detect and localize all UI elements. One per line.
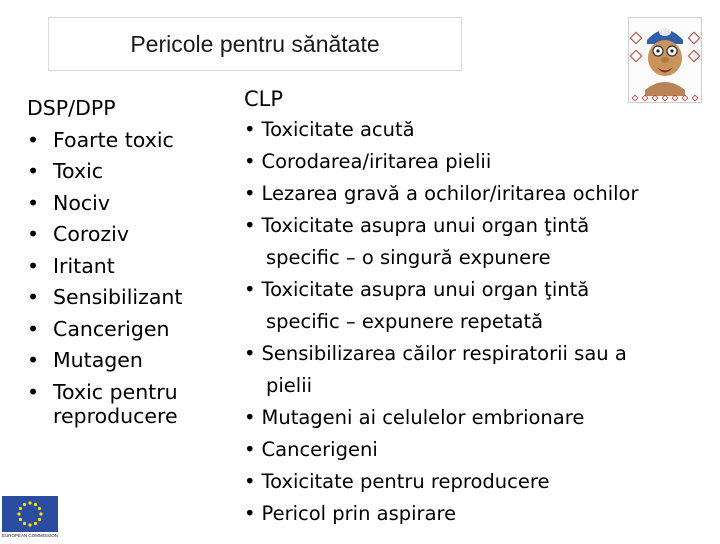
list-item-text: Toxicitate acută <box>261 118 415 141</box>
list-item: • Toxicitate asupra unui organ ţintă specific – o singură expunere <box>244 210 714 274</box>
list-item-text: Corodarea/iritarea pielii <box>261 150 492 173</box>
eu-star-icon <box>28 501 31 504</box>
list-item-line: Toxic pentru <box>53 379 178 404</box>
clp-heading: CLP <box>244 87 284 111</box>
eu-star-icon <box>38 518 41 521</box>
page-title: Pericole pentru sănătate <box>130 30 380 57</box>
dsp-dpp-column <box>27 93 227 428</box>
list-item-text: Toxicitate asupra unui organ ţintă <box>261 214 590 237</box>
list-item: • Toxicitate pentru reproducere <box>244 470 550 493</box>
title-box <box>48 17 462 71</box>
list-item-text: Lezarea gravă a ochilor/iritarea ochilor <box>261 182 639 205</box>
list-item-text: Mutageni ai celulelor embrionare <box>261 406 585 429</box>
eu-star-icon <box>23 522 26 525</box>
eu-star-icon <box>39 512 42 515</box>
list-item: • Sensibilizant <box>27 282 227 314</box>
eu-star-icon <box>38 507 41 510</box>
list-item: • Cancerigen <box>27 314 227 346</box>
list-item-text: Cancerigeni <box>261 438 378 461</box>
dsp-dpp-heading: DSP/DPP <box>27 96 116 120</box>
list-item: • Mutageni ai celulelor embrionare <box>244 406 585 429</box>
list-item: • Nociv <box>27 188 227 220</box>
list-item: • Corodarea/iritarea pielii <box>244 150 492 173</box>
list-item: • Sensibilizarea căilor respiratorii sau a pielii <box>244 338 714 402</box>
eu-commission-logo <box>2 496 58 540</box>
eu-star-icon <box>19 518 22 521</box>
eu-star-icon <box>34 503 37 506</box>
list-item: • Toxicitate asupra unui organ ţintă specific – expunere repetată <box>244 274 714 338</box>
list-item-text: Toxicitate pentru reproducere <box>261 470 550 493</box>
eu-star-icon <box>28 523 31 526</box>
list-item <box>27 377 227 428</box>
list-item-continuation: pielii <box>266 374 313 397</box>
eu-star-icon <box>34 522 37 525</box>
list-item: • Toxic <box>27 156 227 188</box>
list-item: • Toxicitate acută <box>244 118 415 141</box>
list-item-text: Pericol prin aspirare <box>261 502 457 525</box>
list-item-text: Toxicitate asupra unui organ ţintă <box>261 278 590 301</box>
clp-column <box>244 84 714 530</box>
list-item: • Coroziv <box>27 219 227 251</box>
list-item: • Mutagen <box>27 345 227 377</box>
list-item: • Pericol prin aspirare <box>244 502 457 525</box>
eu-star-icon <box>23 503 26 506</box>
eu-logo-caption: EUROPEAN COMMISSION <box>2 533 58 538</box>
list-item: • Iritant <box>27 251 227 283</box>
clp-list <box>244 114 714 530</box>
eu-star-icon <box>19 507 22 510</box>
list-item-text: Sensibilizarea căilor respiratorii sau a <box>261 342 627 365</box>
eu-star-icon <box>17 512 20 515</box>
list-item: • Lezarea gravă a ochilor/iritarea ochilor <box>244 182 639 205</box>
list-item-continuation: specific – expunere repetată <box>266 310 544 333</box>
list-item-continuation: specific – o singură expunere <box>266 246 551 269</box>
dsp-dpp-list <box>27 125 227 428</box>
list-item: • Cancerigeni <box>244 438 378 461</box>
list-item: • Foarte toxic <box>27 125 227 157</box>
list-item-line: reproducere <box>53 403 178 428</box>
